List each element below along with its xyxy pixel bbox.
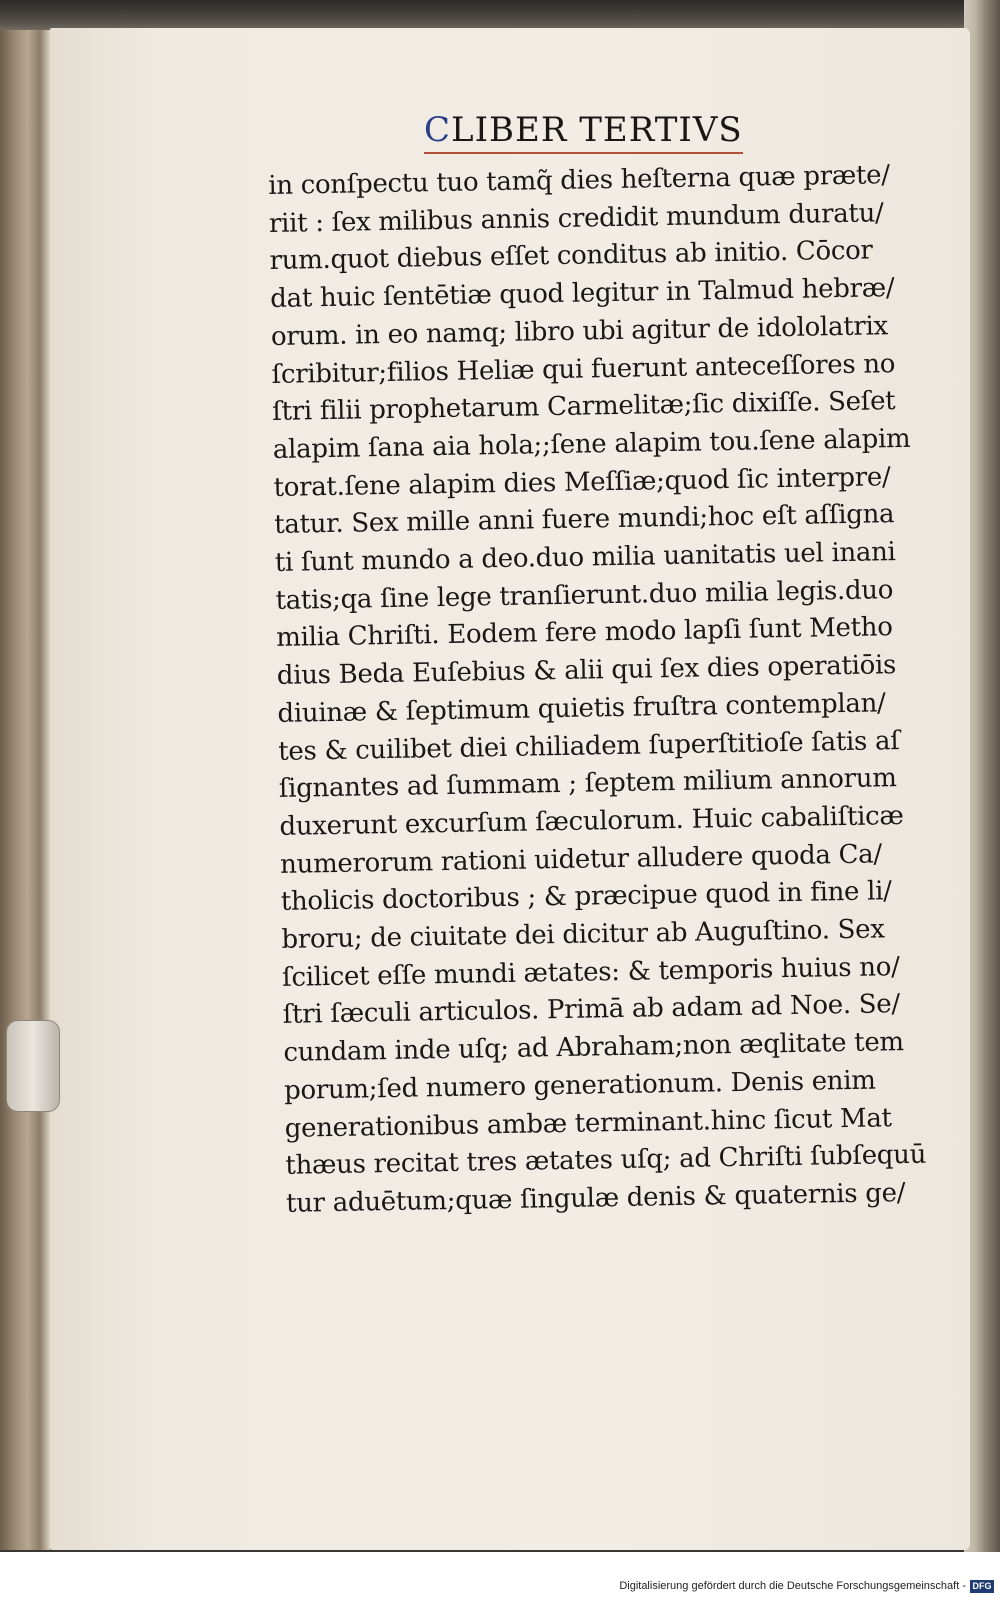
text-line: ſcribitur;filios Heliæ qui fuerunt anteceſſores no bbox=[271, 348, 896, 390]
footer-bar bbox=[0, 1552, 1000, 1597]
text-line: torat.ſene alapim dies Meſſiæ;quod ſic interpre/ bbox=[273, 461, 891, 503]
text-line: ſtri ſæculi articulos. Primā ab adam ad Noe. Se/ bbox=[282, 989, 901, 1031]
text-line: milia Chriſti. Eodem fere modo lapſi ſunt Metho bbox=[275, 612, 893, 654]
running-head-mark: C bbox=[424, 110, 452, 150]
text-line: in conſpectu tuo tamq̃ dies heſterna quæ præte/ bbox=[268, 160, 890, 201]
text-line: tur aduētum;quæ ſingulæ denis & quaternis ge/ bbox=[285, 1178, 906, 1219]
funding-credit: Digitalisierung gefördert durch die Deutsche Forschungsgemeinschaft - bbox=[619, 1580, 966, 1592]
text-line: tatur. Sex mille anni fuere mundi;hoc eſt aſſigna bbox=[273, 499, 895, 541]
text-line: tes & cuilibet diei chiliadem ſuperſtitioſe ſatis aſ bbox=[277, 725, 900, 767]
running-head bbox=[424, 110, 743, 154]
text-line: duxerunt excurſum ſæculorum. Huic cabaliſticæ bbox=[279, 800, 904, 842]
text-line: ſtri filii prophetarum Carmelitæ;ſic dixiſſe. Seſet bbox=[272, 386, 896, 428]
text-line: ſignantes ad ſummam ; ſeptem milium annorum bbox=[278, 763, 897, 805]
text-line: ſcilicet eſſe mundi ætates: & temporis huius no/ bbox=[281, 951, 900, 993]
text-line: riit : ſex milibus annis credidit mundum duratu/ bbox=[268, 197, 884, 239]
text-line: alapim ſana aia hola;;ſene alapim tou.ſene alapim bbox=[272, 423, 911, 465]
text-line: generationibus ambæ terminant.hinc ſicut Mat bbox=[284, 1102, 892, 1144]
text-line: dius Beda Euſebius & alii qui ſex dies operatiōis bbox=[276, 650, 897, 692]
text-line: dat huic ſentētiæ quod legitur in Talmud hebræ/ bbox=[270, 273, 895, 315]
left-page-edges bbox=[0, 30, 50, 1550]
text-line: broru; de ciuitate dei dicitur ab Auguſtino. Sex bbox=[281, 914, 885, 955]
text-line: cundam inde uſq; ad Abraham;non æqlitate tem bbox=[283, 1027, 905, 1069]
text-line: tholicis doctoribus ; & præcipue quod in fine li/ bbox=[280, 876, 892, 918]
body-text bbox=[268, 156, 946, 1223]
running-head-title: LIBER TERTIVS bbox=[451, 110, 743, 150]
text-line: numerorum rationi uidetur alludere quoda Ca/ bbox=[279, 839, 883, 880]
text-line: thæus recitat tres ætates uſq; ad Chriſti ſubſequū bbox=[285, 1139, 927, 1182]
text-line: tatis;qa ſine lege tranſierunt.duo milia legis.duo bbox=[275, 574, 894, 616]
text-line: diuinæ & ſeptimum quietis fruſtra contemplan/ bbox=[277, 688, 886, 729]
text-line: ti ſunt mundo a deo.duo milia uanitatis uel inani bbox=[274, 537, 896, 578]
text-line: porum;ſed numero generationum. Denis enim bbox=[283, 1065, 876, 1106]
binding-clasp bbox=[6, 1020, 60, 1112]
dfg-logo: DFG bbox=[970, 1580, 994, 1593]
text-line: rum.quot diebus eſſet conditus ab initio. Cōcor bbox=[269, 235, 873, 277]
text-line: orum. in eo namq; libro ubi agitur de idololatrix bbox=[270, 311, 889, 352]
